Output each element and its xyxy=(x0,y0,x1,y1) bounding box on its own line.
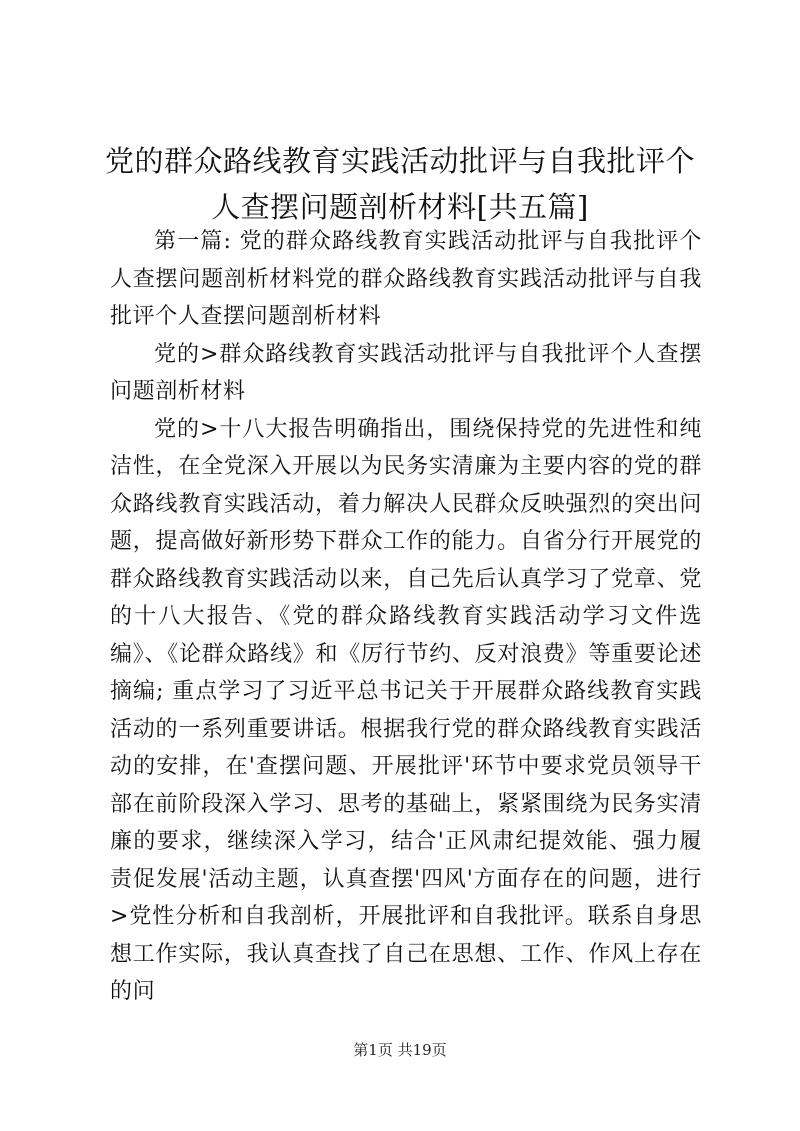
document-title: 党的群众路线教育实践活动批评与自我批评个人查摆问题剖析材料[共五篇] xyxy=(104,144,695,224)
document-body xyxy=(110,223,702,1011)
paragraph-3: 党的>十八大报告明确指出，围绕保持党的先进性和纯洁性，在全党深入开展以为民务实清廉为主要内容的党的群众路线教育实践活动，着力解决人民群众反映强烈的突出问题，提高做好新形势下群众工作的能力。自省分行开展党的群众路线教育实践活动以来，自己先后认真学习了党章、党的十八大报告、《党的群众路线教育实践活动学习文件选编》、《论群众路线》和《厉行节约、反对浪费》等重要论述摘编; 重点学习了习近平总书记关于开展群众路线教育实践活动的一系列重要讲话。根据我行党的群众路线教育实践活动的安排，在'查摆问题、开展批评'环节中要求党员领导干部在前阶段深入学习、思考的基础上，紧紧围绕为民务实清廉的要求，继续深入学习，结合'正风肃纪提效能、强力履责促发展'活动主题，认真查摆'四风'方面存在的问题，进行>党性分析和自我剖析，开展批评和自我批评。联系自身思想工作实际，我认真查找了自己在思想、工作、作风上存在的问 xyxy=(110,416,702,1004)
page-footer: 第1页 共19页 xyxy=(353,1041,447,1059)
paragraph-1: 第一篇: 党的群众路线教育实践活动批评与自我批评个人查摆问题剖析材料党的群众路线教育实践活动批评与自我批评个人查摆问题剖析材料 xyxy=(110,229,702,329)
paragraph-2: 党的>群众路线教育实践活动批评与自我批评个人查摆问题剖析材料 xyxy=(110,341,702,404)
